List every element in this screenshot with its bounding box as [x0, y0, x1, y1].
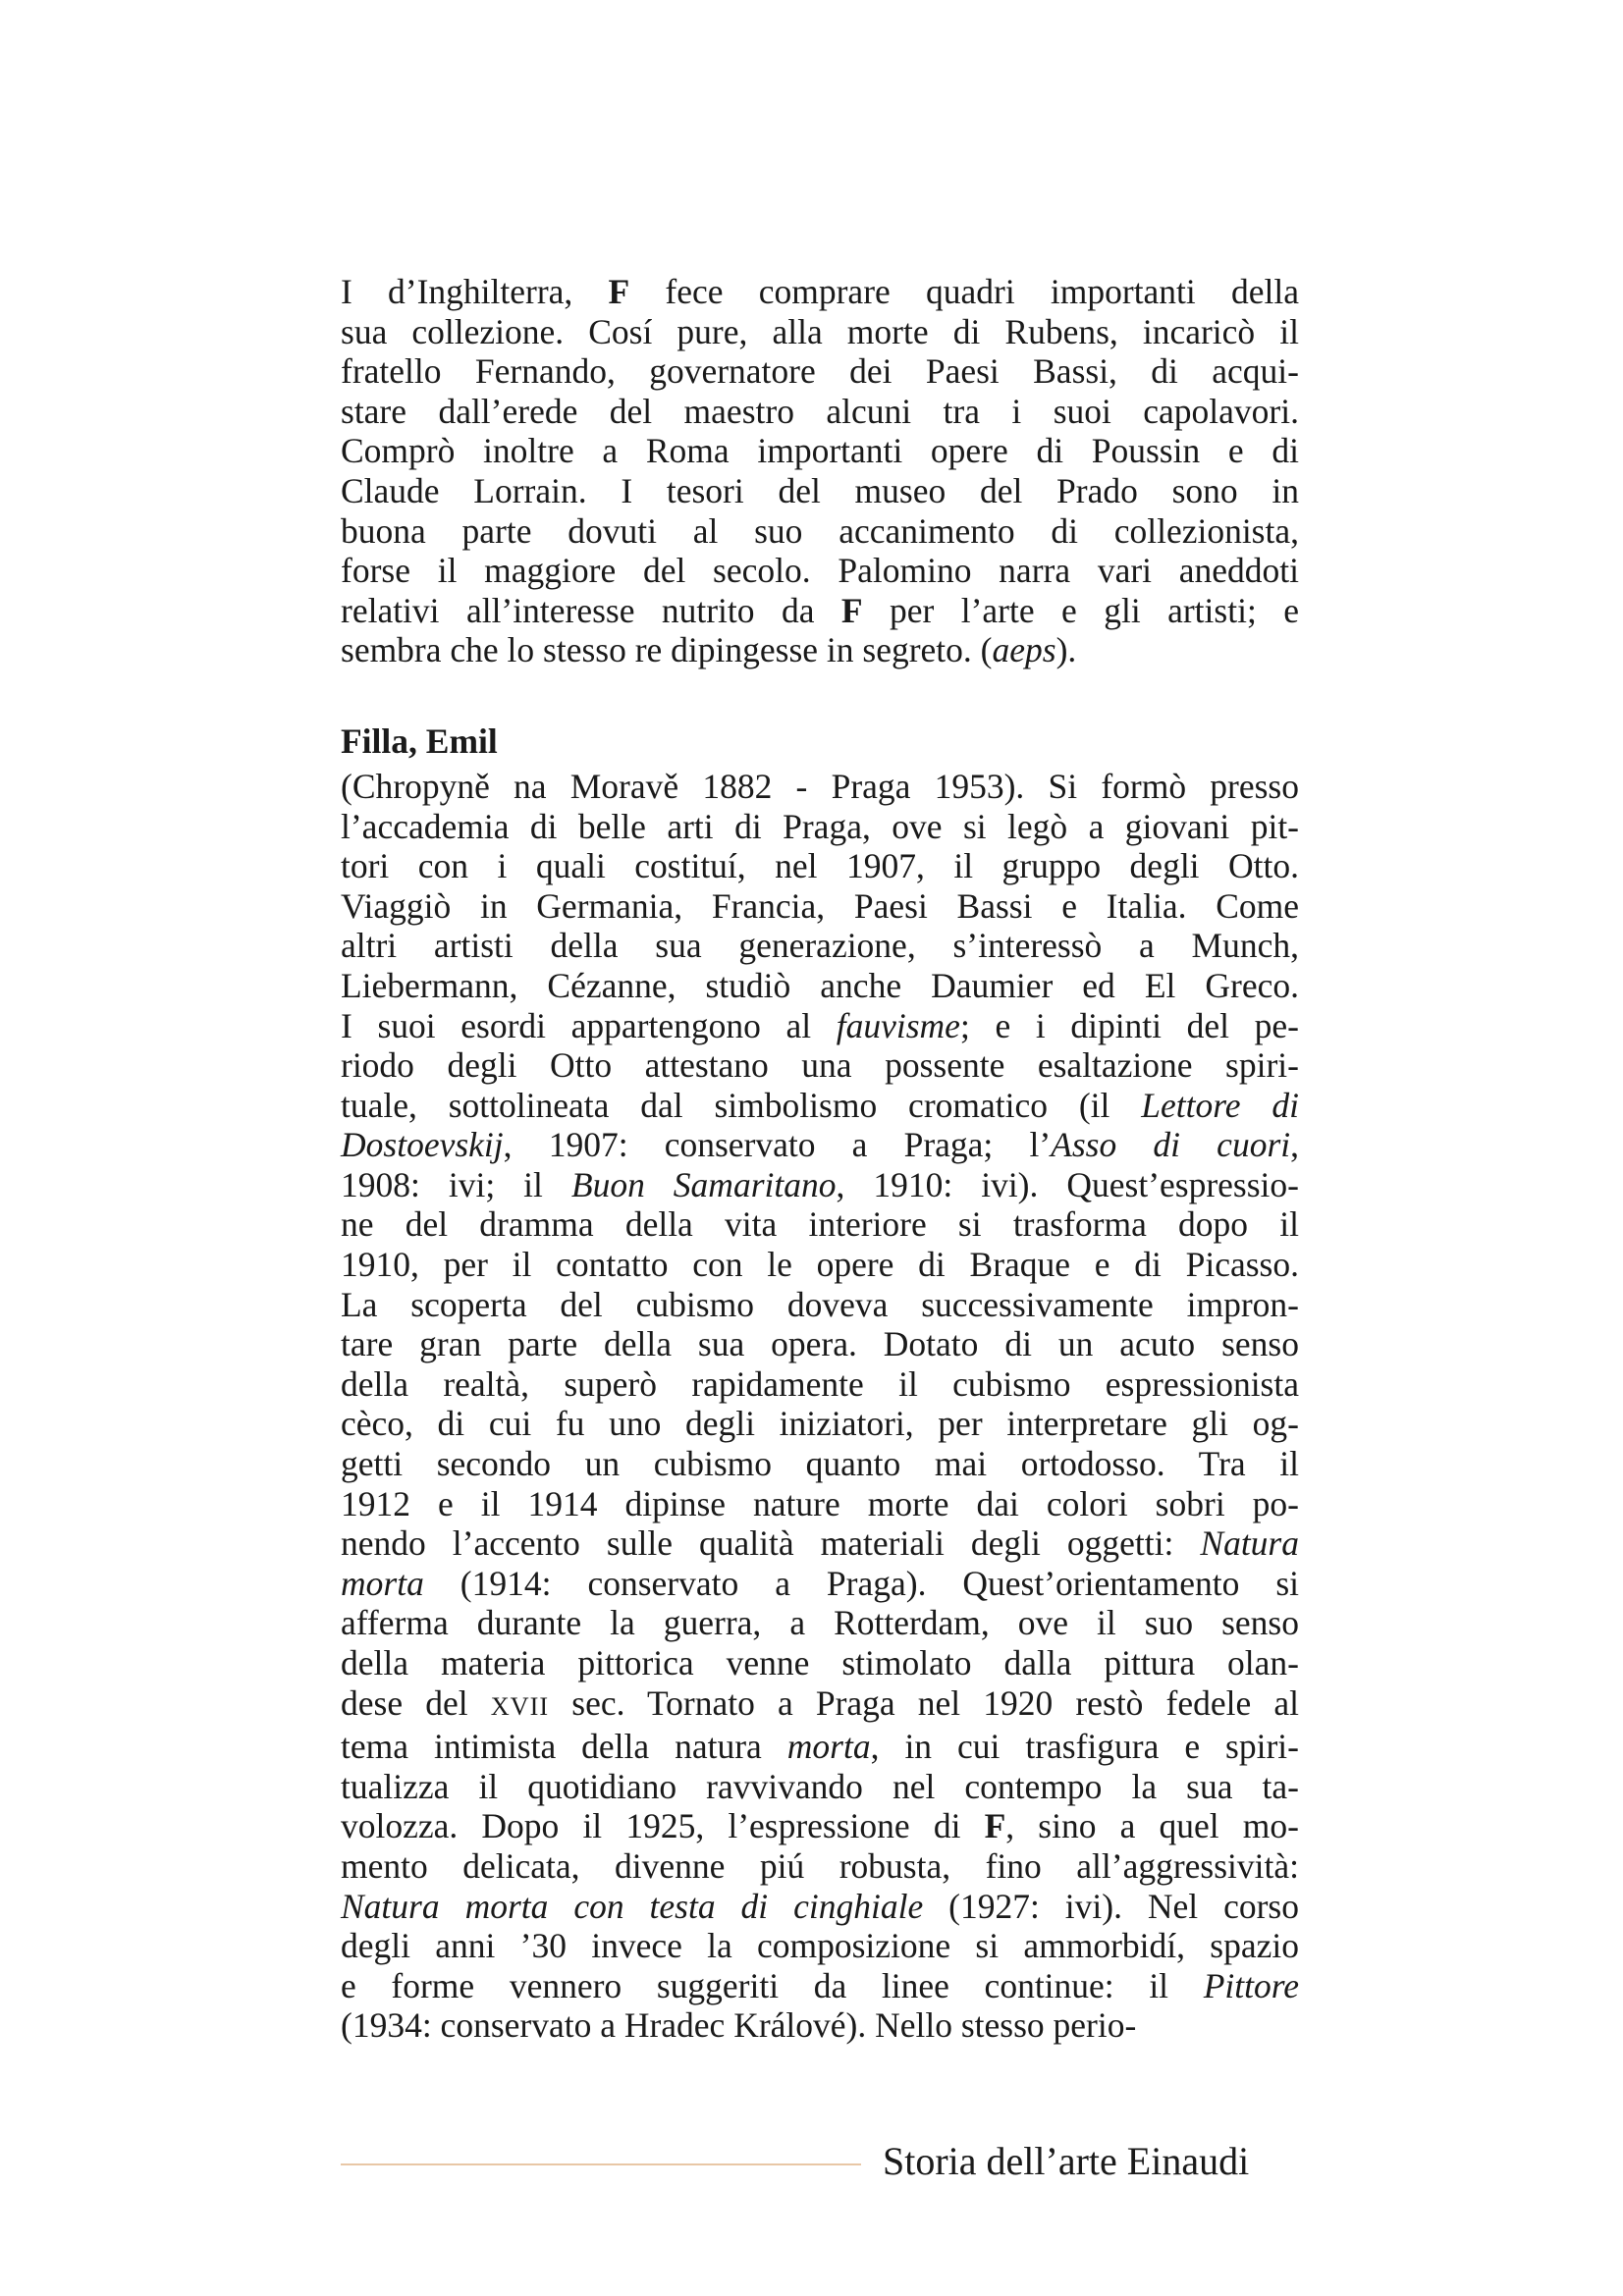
text-line: forse il maggiore del secolo. Palomino narra vari aneddoti	[341, 551, 1299, 591]
text-line: 1912 e il 1914 dipinse nature morte dai colori sobri po-	[341, 1483, 1299, 1523]
text-line: Dostoevskij, 1907: conservato a Praga; l’Asso di cuori,	[341, 1125, 1299, 1165]
text-line: ne del dramma della vita interiore si trasforma dopo il	[341, 1204, 1299, 1245]
text-line: riodo degli Otto attestano una possente esaltazione spiri-	[341, 1045, 1299, 1086]
text-line: e forme vennero suggeriti da linee continue: il Pittore	[341, 1965, 1299, 2005]
text-line: nendo l’accento sulle qualità materiali degli oggetti: Natura	[341, 1523, 1299, 1564]
text-line: (1934: conservato a Hradec Králové). Nello stesso perio-	[341, 2005, 1137, 2046]
text-line: buona parte dovuti al suo accanimento di collezionista,	[341, 510, 1299, 551]
text-line: sembra che lo stesso re dipingesse in segreto. (aeps).	[341, 630, 1077, 670]
text-line: tori con i quali costituí, nel 1907, il gruppo degli Otto.	[341, 846, 1299, 886]
text-line: mento delicata, divenne piú robusta, fino all’aggressività:	[341, 1845, 1299, 1886]
entry-continuation-paragraph	[341, 272, 1299, 670]
bold-abbrev: F	[840, 590, 863, 630]
text-line: getti secondo un cubismo quanto mai ortodosso. Tra il	[341, 1444, 1299, 1484]
text-line: tualizza il quotidiano ravvivando nel contempo la sua ta-	[341, 1766, 1299, 1806]
text-line: 1910, per il contatto con le opere di Braque e di Picasso.	[341, 1245, 1299, 1285]
text-line: relativi all’interesse nutrito da F per l’arte e gli artisti; e	[341, 590, 1299, 630]
text-line: I suoi esordi appartengono al fauvisme; e i dipinti del pe-	[341, 1005, 1299, 1045]
bold-abbrev: F	[984, 1806, 1006, 1846]
text-line: tema intimista della natura morta, in cui trasfigura e spiri-	[341, 1727, 1299, 1767]
text-line: stare dall’erede del maestro alcuni tra i suoi capolavori.	[341, 391, 1299, 431]
footer-rule	[341, 2163, 861, 2165]
text-line: I d’Inghilterra, F fece comprare quadri importanti della	[341, 272, 1299, 311]
text-line: dese del XVII sec. Tornato a Praga nel 1920 restò fedele al	[341, 1682, 1299, 1723]
page-body	[341, 272, 1299, 2046]
text-line: Comprò inoltre a Roma importanti opere di Poussin e di	[341, 431, 1299, 471]
text-line: altri artisti della sua generazione, s’interessò a Munch,	[341, 926, 1299, 966]
text-line: Viaggiò in Germania, Francia, Paesi Bassi e Italia. Come	[341, 885, 1299, 926]
text-line: 1908: ivi; il Buon Samaritano, 1910: ivi). Quest’espressio-	[341, 1164, 1299, 1204]
text-line: fratello Fernando, governatore dei Paesi Bassi, di acqui-	[341, 351, 1299, 392]
text-line: l’accademia di belle arti di Praga, ove si legò a giovani pit-	[341, 806, 1299, 846]
text-line: della realtà, superò rapidamente il cubismo espressionista	[341, 1363, 1299, 1404]
bold-abbrev: F	[608, 272, 630, 311]
text-line: (Chropyně na Moravě 1882 - Praga 1953). Si formò presso	[341, 766, 1299, 806]
text-line: Natura morta con testa di cinghiale (1927: ivi). Nel corso	[341, 1886, 1299, 1926]
footer-publisher: Storia dell’arte Einaudi	[883, 2139, 1250, 2183]
text-line: degli anni ’30 invece la composizione si ammorbidí, spazio	[341, 1926, 1299, 1966]
text-line: afferma durante la guerra, a Rotterdam, ove il suo senso	[341, 1603, 1299, 1643]
text-line: volozza. Dopo il 1925, l’espressione di F, sino a quel mo-	[341, 1806, 1299, 1846]
entry-body-paragraph	[341, 767, 1299, 2046]
text-line: cèco, di cui fu uno degli iniziatori, per interpretare gli og-	[341, 1404, 1299, 1444]
text-line: Claude Lorrain. I tesori del museo del Prado sono in	[341, 470, 1299, 510]
text-line: sua collezione. Cosí pure, alla morte di Rubens, incaricò il	[341, 311, 1299, 351]
text-line: tuale, sottolineata dal simbolismo cromatico (il Lettore di	[341, 1085, 1299, 1125]
text-line: La scoperta del cubismo doveva successivamente impron-	[341, 1284, 1299, 1324]
text-line: della materia pittorica venne stimolato dalla pittura olan-	[341, 1643, 1299, 1682]
text-line: Liebermann, Cézanne, studiò anche Daumier ed El Greco.	[341, 965, 1299, 1005]
entry-title: Filla, Emil	[341, 721, 498, 761]
text-line: morta (1914: conservato a Praga). Quest’orientamento si	[341, 1563, 1299, 1603]
text-line: tare gran parte della sua opera. Dotato di un acuto senso	[341, 1324, 1299, 1364]
